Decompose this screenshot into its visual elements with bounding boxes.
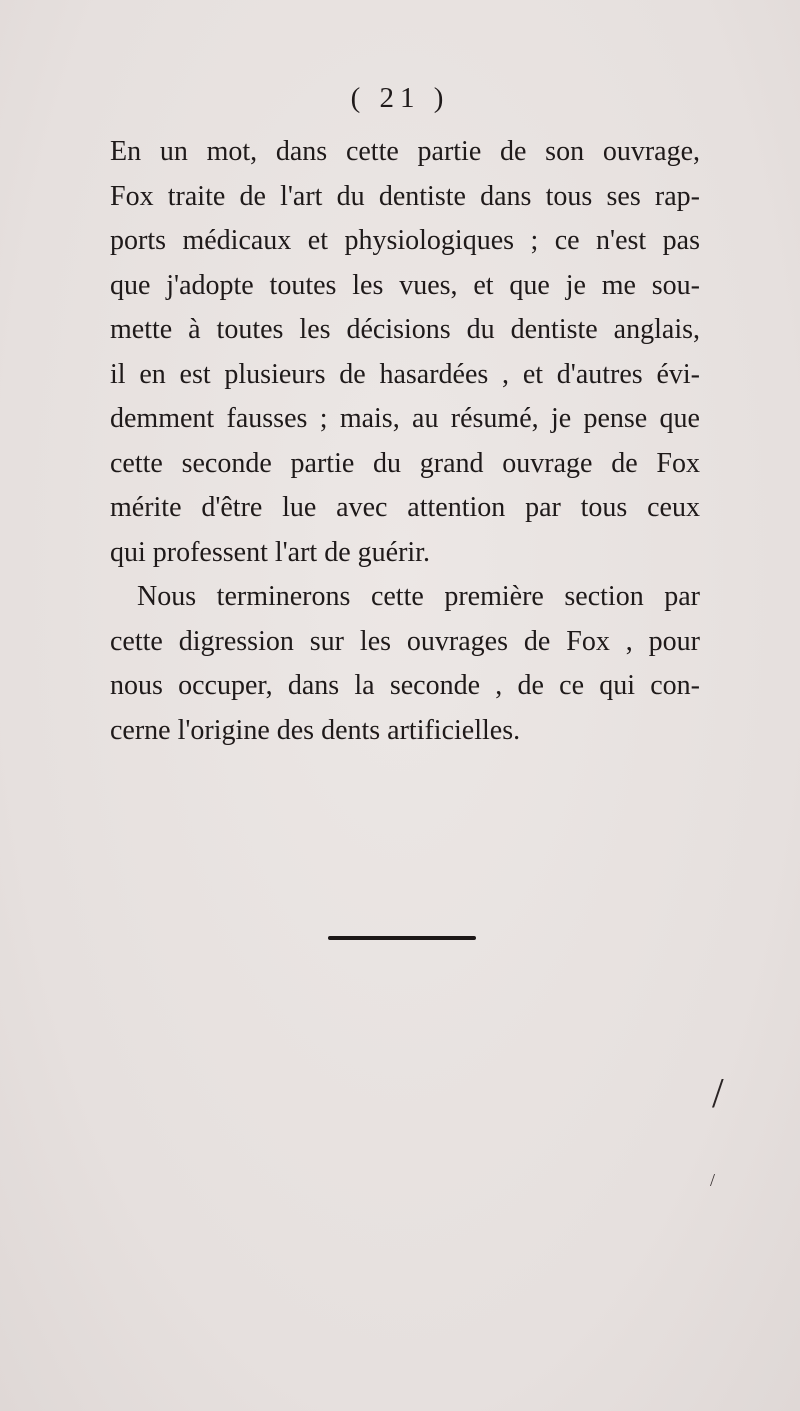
text-line: il en est plusieurs de hasardées , et d'autres évi- <box>110 358 700 390</box>
text-line: En un mot, dans cette partie de son ouvrage, <box>110 136 700 167</box>
text-line: que j'adopte toutes les vues, et que je me sou- <box>110 269 700 301</box>
body-text <box>110 130 700 753</box>
pencil-mark: / <box>712 1071 724 1117</box>
text-line: cette seconde partie du grand ouvrage de Fox <box>110 447 700 479</box>
text-line: nous occuper, dans la seconde , de ce qui con- <box>110 670 700 701</box>
text-line: mérite d'être lue avec attention par tous ceux <box>110 492 700 523</box>
ornamental-rule <box>328 936 476 940</box>
pencil-tick: / <box>710 1170 716 1190</box>
text-line: ports médicaux et physiologiques ; ce n'est pas <box>110 225 700 256</box>
text-line: cette digression sur les ouvrages de Fox , pour <box>110 625 700 657</box>
text-line: Fox traite de l'art du dentiste dans tous ses rap- <box>110 180 700 212</box>
page-number: ( 21 ) <box>350 82 450 114</box>
text-line: qui professent l'art de guérir. <box>110 536 430 568</box>
text-line: mette à toutes les décisions du dentiste anglais, <box>110 314 700 345</box>
text-line: cerne l'origine des dents artificielles. <box>110 714 521 746</box>
text-line: Nous terminerons cette première section par <box>137 581 700 612</box>
text-line: demment fausses ; mais, au résumé, je pense que <box>110 403 700 434</box>
